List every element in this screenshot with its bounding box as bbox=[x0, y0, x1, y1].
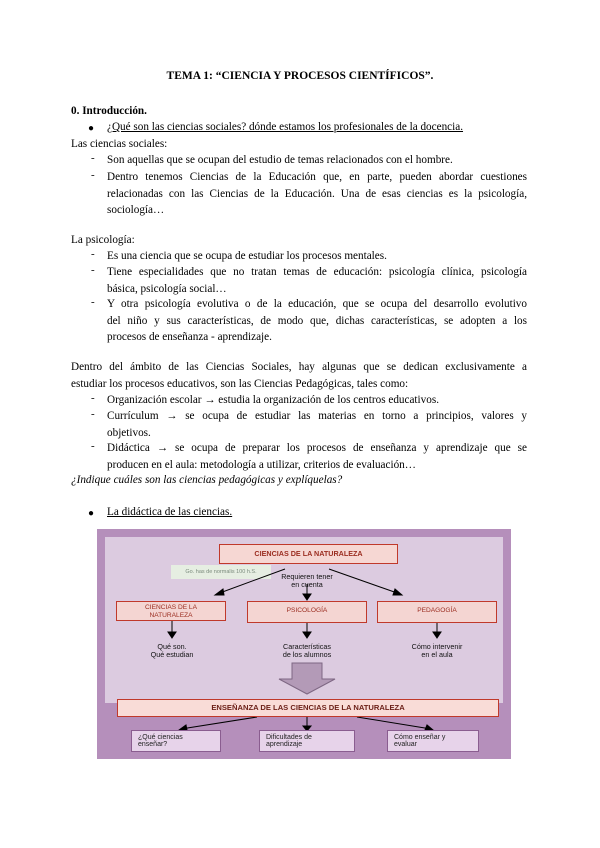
dash: - bbox=[91, 248, 95, 260]
list-item bbox=[107, 248, 527, 265]
line: evaluar bbox=[394, 741, 417, 749]
psych-label: La psicología: bbox=[71, 234, 135, 246]
list-item bbox=[107, 392, 527, 409]
social-label: Las ciencias sociales: bbox=[71, 138, 168, 150]
line: enseñar? bbox=[138, 741, 168, 749]
line: Y otra psicología evolutiva o de la educación, que se ocupa del desarrollo evolutivo bbox=[107, 298, 527, 310]
line: Dentro tenemos Ciencias de la Educación que, en parte, pueden abordar cuestiones bbox=[107, 171, 527, 183]
list-item bbox=[107, 440, 527, 473]
line: CIENCIAS DE LA bbox=[144, 604, 198, 611]
pbox bbox=[131, 730, 221, 752]
line: de los alumnos bbox=[282, 649, 332, 659]
paragraph bbox=[71, 359, 527, 392]
bullet-dot: ● bbox=[88, 123, 95, 134]
line: Tiene especialidades que no tratan temas de educación: psicología clínica, psicología bbox=[107, 266, 527, 278]
page-title: TEMA 1: “CIENCIA Y PROCESOS CIENTÍFICOS”. bbox=[166, 70, 434, 82]
line: Cómo enseñar y bbox=[394, 734, 446, 741]
pbox bbox=[259, 730, 355, 752]
list-item bbox=[107, 152, 527, 169]
bullet-dot: ● bbox=[88, 508, 95, 519]
outcome-label bbox=[257, 643, 357, 658]
list-item bbox=[107, 296, 527, 346]
dash: - bbox=[91, 408, 95, 420]
line: Es una ciencia que se ocupa de estudiar los procesos mentales. bbox=[107, 250, 387, 262]
line: del niño y sus características, de modo que, dichas características, se adopten a los bbox=[107, 314, 527, 327]
line: en cuenta bbox=[291, 579, 323, 589]
line: relacionadas con las Ciencias de la Educación. Una de esas ciencias es la psicología, bbox=[107, 187, 527, 200]
box-pedagogia: PEDAGOGÍA bbox=[377, 601, 497, 623]
line: Qué estudian bbox=[150, 649, 194, 659]
list-item bbox=[107, 169, 527, 219]
diagram-bottom-box: ENSEÑANZA DE LAS CIENCIAS DE LA NATURALEZA bbox=[117, 699, 499, 717]
line: Son aquellas que se ocupan del estudio de temas relacionados con el hombre. bbox=[107, 154, 453, 166]
line: procesos de enseñanza - aprendizaje. bbox=[107, 331, 272, 344]
section-heading: 0. Introducción. bbox=[71, 105, 147, 117]
box-psicologia: PSICOLOGÍA bbox=[247, 601, 367, 623]
list-item bbox=[107, 408, 527, 441]
line: ¿Qué ciencias bbox=[138, 734, 183, 741]
line: Dificultades de bbox=[266, 734, 312, 741]
box-ciencias bbox=[116, 601, 226, 621]
line: Qué son. bbox=[157, 642, 187, 651]
concept-diagram bbox=[97, 529, 511, 759]
outcome-label bbox=[127, 643, 217, 658]
didactica-heading: La didáctica de las ciencias. bbox=[107, 506, 233, 518]
line: Currículum → se ocupa de estudiar las materias en torno a principios, valores y bbox=[107, 410, 527, 422]
dash: - bbox=[91, 440, 95, 452]
line: Organización escolar → estudia la organización de los centros educativos. bbox=[107, 394, 439, 406]
dash: - bbox=[91, 296, 95, 308]
requires-label bbox=[259, 573, 355, 588]
line: básica, psicología social… bbox=[107, 282, 227, 295]
intro-question: ¿Qué son las ciencias sociales? dónde estamos los profesionales de la docencia. bbox=[107, 121, 464, 133]
line: NATURALEZA bbox=[149, 612, 193, 619]
dash: - bbox=[91, 152, 95, 164]
diagram-top-box: CIENCIAS DE LA NATURALEZA bbox=[219, 544, 398, 564]
line: Características bbox=[283, 642, 331, 651]
line: producen en el aula: metodología a utilizar, criterios de evaluación… bbox=[107, 458, 416, 471]
outcome-label bbox=[387, 643, 487, 658]
line: sociología… bbox=[107, 204, 165, 217]
dash: - bbox=[91, 264, 95, 276]
line: aprendizaje bbox=[266, 741, 303, 749]
line: estudiar los procesos educativos, son las Ciencias Pedagógicas, tales como: bbox=[71, 377, 409, 390]
line: Dentro del ámbito de las Ciencias Sociales, hay algunas que se dedican exclusivamente a bbox=[71, 361, 527, 373]
list-item bbox=[107, 264, 527, 297]
line: Cómo intervenir bbox=[411, 642, 463, 651]
pbox bbox=[387, 730, 479, 752]
dash: - bbox=[91, 392, 95, 404]
line: en el aula bbox=[421, 649, 453, 659]
line: objetivos. bbox=[107, 426, 151, 439]
line: Didáctica → se ocupa de preparar los procesos de enseñanza y aprendizaje que se bbox=[107, 442, 527, 454]
dash: - bbox=[91, 169, 95, 181]
line: Requieren tener bbox=[281, 572, 333, 581]
faint-overlay-text: Go. has de normalis 100 h.S. bbox=[171, 565, 271, 579]
question-2: ¿Indique cuáles son las ciencias pedagógicas y explíquelas? bbox=[71, 474, 343, 486]
